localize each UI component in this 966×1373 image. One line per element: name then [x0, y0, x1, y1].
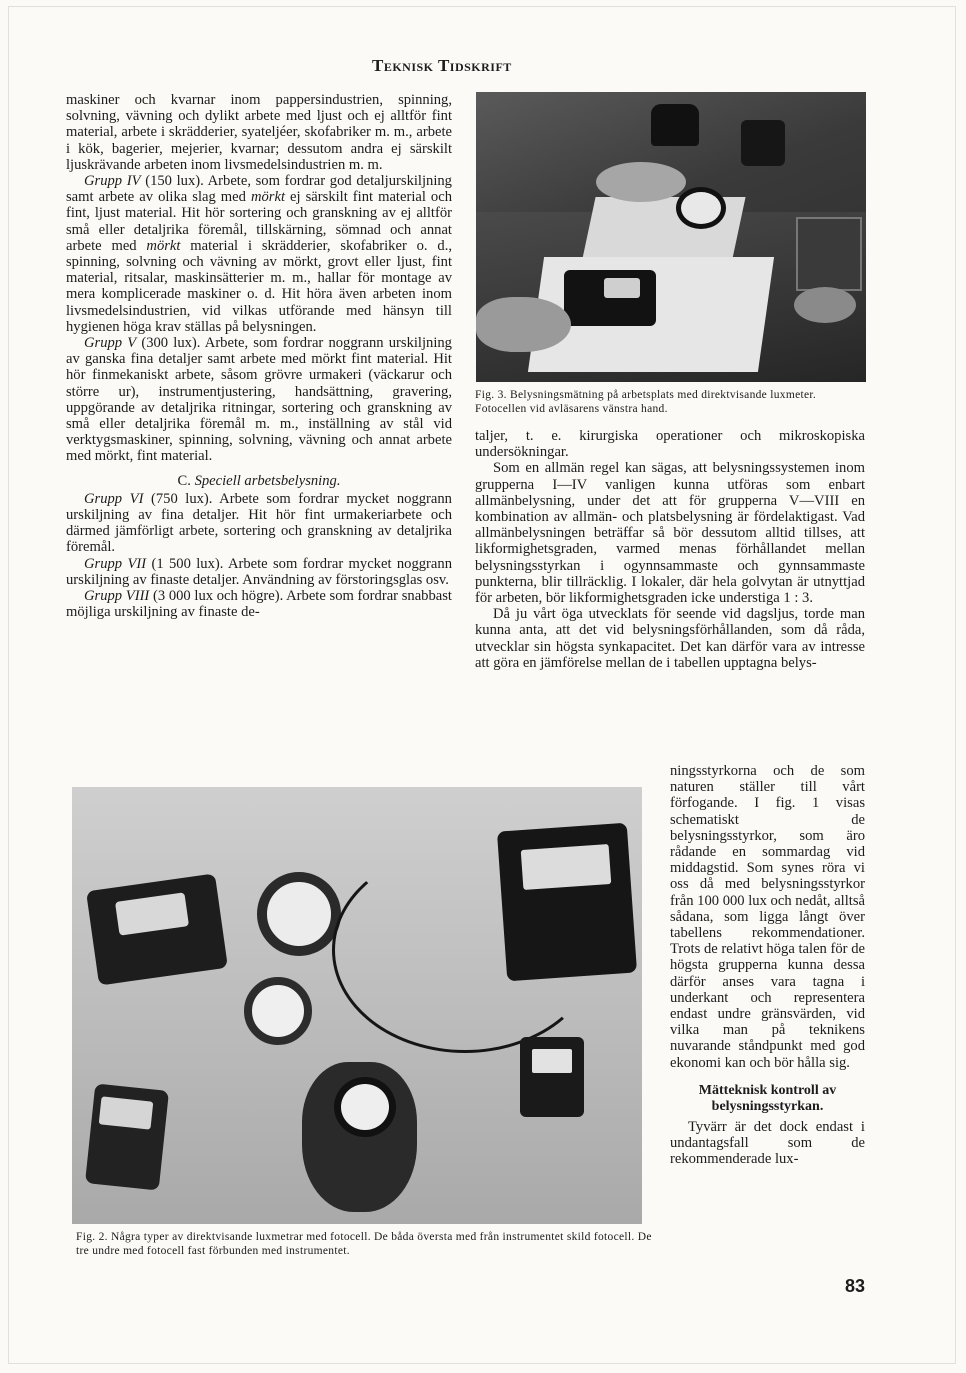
tool-tray — [796, 217, 862, 291]
paragraph-grupp-viii — [66, 588, 452, 620]
right-column — [475, 428, 865, 671]
figure-3-caption: Fig. 3. Belysningsmätning på arbetsplats med direktvisande luxmeter. Fotocellen vid avläsarens vänstra hand. — [475, 389, 817, 415]
section-heading — [66, 473, 452, 489]
paragraph-text: (150 lux). Arbete, som fordrar god detaljurskiljning samt arbete av olika slag med — [66, 173, 452, 206]
meter-dial — [99, 1096, 154, 1129]
paragraph-grupp-vi — [66, 491, 452, 556]
paragraph-grupp-v — [66, 335, 452, 465]
group-title: Grupp VI — [84, 490, 144, 507]
subheading: Mätteknisk kontroll av belysningsstyrkan. — [698, 1082, 837, 1114]
paragraph: Då ju vårt öga utvecklats för seende vid dagsljus, torde man kunna anta, att det vid belysningsförhållanden, som då råda, utvecklar sin högsta synkapacitet. Det kan därför vara av intresse att göra en jämförelse mellan de i tabellen upptagna belys- — [475, 606, 865, 671]
telephone-icon — [651, 104, 699, 146]
paragraph: Tyvärr är det dock endast i undantagsfall som de rekommenderade lux- — [670, 1118, 865, 1168]
figure-2-caption: Fig. 2. Några typer av direktvisande luxmetrar med fotocell. De båda översta med från instrumentet skild fotocell. De tre undre med fotocell fast förbunden med instrumentet. — [76, 1231, 652, 1257]
paragraph-grupp-vii — [66, 556, 452, 588]
photocell-icon — [334, 1077, 396, 1137]
paragraph-text: (750 lux). Arbete som fordrar mycket noggrann urskiljning av fina detaljer. Hit hör fint urmakeriarbete och därmed jämförligt arbete, sortering och granskning av detaljrika föremål. — [66, 490, 452, 556]
photocell-icon — [257, 872, 341, 956]
meter-dial — [604, 278, 640, 298]
emphasis: mörkt — [146, 237, 181, 254]
section-label: C. — [177, 472, 195, 489]
narrow-column — [670, 763, 865, 1167]
hand — [476, 297, 571, 352]
paragraph: ningsstyrkorna och de som naturen ställer till vårt förfogande. I fig. 1 visas schematiskt de belysningsstyrkor, som äro rådande en sommardag vid middagstid. Som synes röra vi oss då med belysningsstyrkor från 100 000 lux och nedåt, alltså sådana, som ligga långt över tabellens rekommendationer. Trots de relativt höga talen för de högsta grupperna kunna dessa därför anses vara tagna i underkant och representera endast undre gränsvärden, vid vilka man på teknikens nuvarande ståndpunkt med god ekonomi kan och bör hålla sig. — [670, 763, 865, 1071]
emphasis: mörkt — [250, 189, 286, 206]
group-title: Grupp VIII — [84, 588, 150, 605]
paragraph-text: (300 lux). Arbete, som fordrar noggrann urskiljning av ganska fina detaljer samt arbete med mörkt fint material. Hit hör finmekaniskt arbete, såsom grövre urmakeri (väckarur och större ur), instrumentjustering, handsättning, gravering, uppgörande av detaljrika ritningar, sortering och granskning av små eller detaljrika föremål m. m., inställning av stål vid verktygsmaskiner, spinning, solvning, vävning och annat arbete med mörkt, fint material. — [66, 335, 452, 465]
meter-dial — [521, 844, 612, 890]
hand — [596, 162, 686, 202]
left-column — [66, 92, 452, 621]
paragraph-text: (3 000 lux och högre). Arbete som fordrar snabbast möjliga urskiljning av finaste de- — [66, 588, 452, 621]
photocell-icon — [676, 187, 726, 229]
section-title: Speciell arbetsbelysning. — [194, 472, 341, 489]
photocell-icon — [244, 977, 312, 1045]
paragraph-text: ej särskilt fint material och fint, ljust material. Hit hör sortering och granskning av ej alltför små eller detaljrika föremål, tillskärning, sömnad och annat arbete med — [66, 189, 453, 254]
paragraph-text: (1 500 lux). Arbete som fordrar mycket noggrann urskiljning av finaste detaljer. Användning av förstoringsglas osv. — [66, 555, 452, 588]
group-title: Grupp IV — [84, 173, 141, 190]
paragraph: taljer, t. e. kirurgiska operationer och mikroskopiska undersökningar. — [475, 428, 865, 461]
ashtray — [794, 287, 856, 323]
telephone-icon — [741, 120, 785, 166]
meter-dial — [532, 1049, 572, 1073]
paragraph: maskiner och kvarnar inom pappersindustrien, spinning, solvning, vävning och dylikt arbete med ljust och ej alltför fint material, arbete i skrädderier, syateljéer, skofabriker m. m., arbete i kök, bagerier, mejerier, kvarnar; dessutom andra ej särskilt ljuskrävande arbeten inom livsmedelsindustrien m. m. — [66, 92, 452, 173]
page-number: 83 — [845, 1276, 866, 1296]
paragraph-text: material i skrädderier, skofabriker o. d., spinning, solvning och vävning av mörkt, grovt eller ljust, fint material, ritsalar, maskinsätterier m. m., hallar för montage av mera komplicerade maskiner o. d. Hit höra även arbeten inom livsmedelsindustrien, vid vilkas utförande med hänsyn till hygienen höga krav ställas på belysningen. — [66, 237, 452, 335]
group-title: Grupp V — [84, 335, 137, 352]
group-title: Grupp VII — [84, 555, 147, 572]
paragraph: Som en allmän regel kan sägas, att belysningssystemen inom grupperna I—IV vanligen kunna utföras som enbart allmänbelysning, under det att för grupperna V—VIII en kombination av allmän- och platsbelysning är fördelaktigast. Vad allmänbelysningen beträffar så bör dessutom alltid tillses, att likformighetsgraden, varmed menas förhållandet mellan belysningsstyrkan i ogynnsammaste och gynnsammaste punkterna, blir tillräcklig. I lokaler, där hela golvytan är utnyttjad för arbeten, bör likformighetsgraden icke understiga 1 : 3. — [475, 460, 865, 607]
paragraph-grupp-iv — [66, 173, 452, 335]
figure-2-photo — [72, 787, 642, 1224]
masthead: Teknisk Tidskrift — [372, 56, 512, 75]
figure-3-photo — [476, 92, 866, 382]
